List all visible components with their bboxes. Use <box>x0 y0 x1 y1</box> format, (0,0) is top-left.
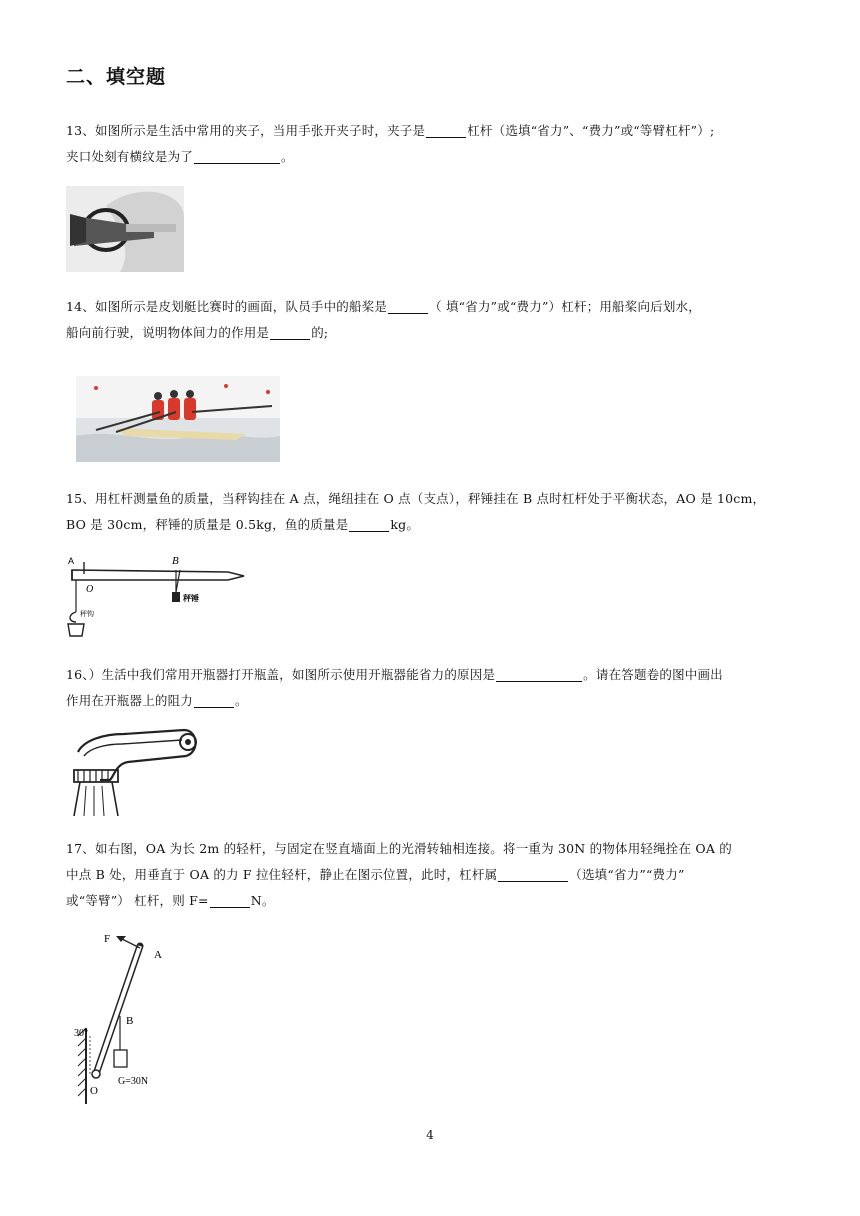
q13-text-4: 。 <box>281 149 294 164</box>
q13-text-3: 夹口处刻有横纹是为了 <box>66 149 194 164</box>
label-weight: 秤锤 <box>183 594 199 603</box>
q16-text-3: 作用在开瓶器上的阻力 <box>66 693 194 708</box>
question-17 <box>66 836 800 914</box>
steelyard-figure <box>62 550 248 642</box>
section-title: 二、填空题 <box>66 66 167 88</box>
q16-text-4: 。 <box>235 693 248 708</box>
q14-text-3: 船向前行驶，说明物体间力的作用是 <box>66 325 270 340</box>
q15-blank-1 <box>349 517 389 532</box>
q15-text-2: BO 是 30cm，秤锤的质量是 0.5kg，鱼的质量是 <box>66 517 349 532</box>
label-b: B <box>126 1015 134 1027</box>
q14-blank-2 <box>270 325 310 340</box>
q14-blank-1 <box>388 299 428 314</box>
clip-figure <box>66 186 184 272</box>
q17-text-3: （选填“省力”“费力” <box>569 867 685 882</box>
q14-text-2: （ 填“省力”或“费力”）杠杆；用船桨向后划水， <box>429 299 701 314</box>
label-b: B <box>172 555 179 567</box>
question-14 <box>66 294 800 346</box>
q16-blank-1 <box>496 667 582 682</box>
kayak-figure <box>76 376 280 462</box>
q17-text-2: 中点 B 处，用垂直于 OA 的力 F 拉住轻杆，静止在图示位置，此时，杠杆属 <box>66 867 498 882</box>
label-a: A <box>154 949 162 961</box>
q17-text-1: 17、如右图，OA 为长 2m 的轻杆，与固定在竖直墙面上的光滑转轴相连接。将一重为 30N 的物体用轻绳拴在 OA 的 <box>66 841 732 856</box>
q14-text-4: 的; <box>311 325 329 340</box>
q16-text-2: 。请在答题卷的图中画出 <box>583 667 723 682</box>
q16-blank-2 <box>194 693 234 708</box>
q17-blank-2 <box>210 893 250 908</box>
bottle-opener-figure <box>64 726 202 816</box>
q13-blank-1 <box>426 123 466 138</box>
question-15 <box>66 486 800 538</box>
q17-text-4: 或“等臂”） 杠杆，则 F= <box>66 893 209 908</box>
q14-text-1: 14、如图所示是皮划艇比赛时的画面，队员手中的船桨是 <box>66 299 388 314</box>
q17-text-5: N。 <box>250 893 275 908</box>
q16-text-1: 16、）生活中我们常用开瓶器打开瓶盖，如图所示使用开瓶器能省力的原因是 <box>66 667 496 682</box>
q15-text-3: kg。 <box>390 517 420 532</box>
label-weight: G=30N <box>118 1076 149 1087</box>
q13-blank-2 <box>194 149 280 164</box>
label-angle: 30° <box>74 1028 88 1039</box>
label-o: O <box>86 584 94 595</box>
question-13 <box>66 118 800 170</box>
q13-text-1: 13、如图所示是生活中常用的夹子，当用手张开夹子时，夹子是 <box>66 123 426 138</box>
q17-blank-1 <box>498 867 568 882</box>
q15-text-1: 15、用杠杆测量鱼的质量，当秤钩挂在 A 点，绳纽挂在 O 点（支点），秤锤挂在 B 点时杠杆处于平衡状态，AO 是 10cm， <box>66 491 766 506</box>
label-a: A <box>68 556 75 566</box>
label-f: F <box>104 933 111 945</box>
lever-figure <box>74 928 194 1104</box>
label-hook: 秤钩 <box>80 610 94 618</box>
label-o: O <box>90 1085 98 1097</box>
page-number: 4 <box>426 1128 434 1142</box>
q13-text-2: 杠杆（选填“省力”、“费力”或“等臂杠杆”）; <box>467 123 715 138</box>
question-16 <box>66 662 800 714</box>
